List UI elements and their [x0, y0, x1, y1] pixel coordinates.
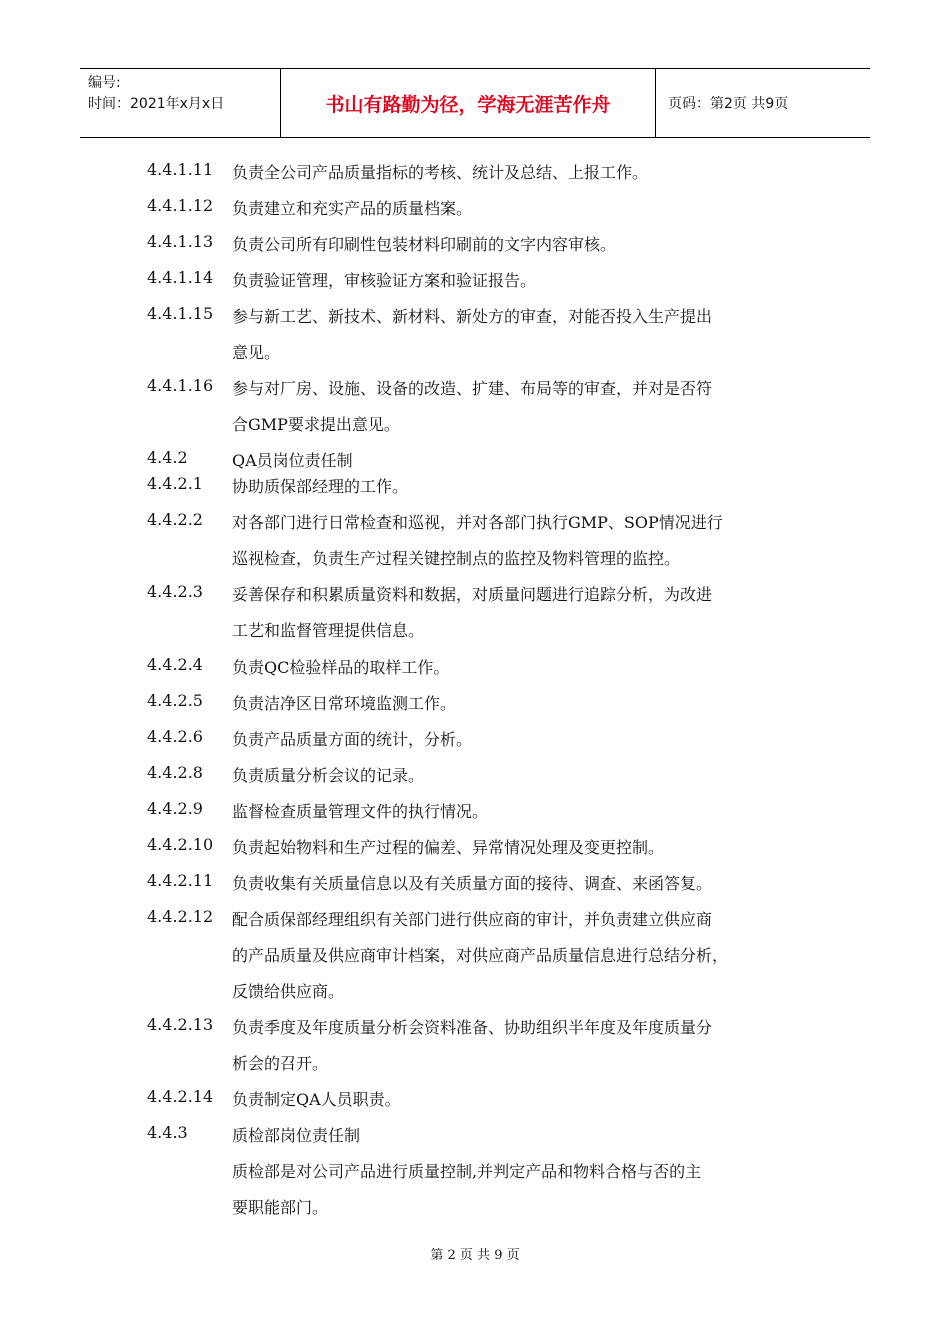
clause-number: 4.4.2.14 [147, 1087, 214, 1106]
clause-text: 负责建立和充实产品的质量档案。 [232, 199, 473, 218]
clause-number: 4.4.2.3 [147, 582, 203, 601]
document-time-label: 时间：2021年x月x日 [88, 96, 225, 112]
clause-text: 负责洁净区日常环境监测工作。 [232, 694, 457, 713]
clause-text: 负责收集有关质量信息以及有关质量方面的接待、调查、来函答复。 [232, 874, 713, 893]
clause-text: 负责全公司产品质量指标的考核、统计及总结、上报工作。 [232, 163, 649, 182]
page-header [80, 68, 870, 138]
clause-text: 负责质量分析会议的记录。 [232, 766, 425, 785]
clause-text: 负责产品质量方面的统计，分析。 [232, 730, 473, 749]
document-code-label: 编号: [88, 75, 121, 91]
clause-text: 质检部是对公司产品进行质量控制,并判定产品和物料合格与否的主 [232, 1162, 702, 1181]
clause-text: 参与新工艺、新技术、新材料、新处方的审查，对能否投入生产提出 [232, 307, 713, 326]
header-slogan: 书山有路勤为径，学海无涯苦作舟 [280, 69, 656, 137]
clause-text: 质检部岗位责任制 [232, 1126, 361, 1145]
clause-text: 配合质保部经理组织有关部门进行供应商的审计，并负责建立供应商 [232, 910, 713, 929]
clause-text: 负责QC检验样品的取样工作。 [232, 658, 450, 677]
clause-text: 的产品质量及供应商审计档案，对供应商产品质量信息进行总结分析， [232, 946, 729, 965]
header-meta [80, 69, 280, 137]
clause-number: 4.4.1.12 [147, 196, 214, 215]
clause-number: 4.4.2.12 [147, 907, 214, 926]
clause-number: 4.4.2.6 [147, 727, 203, 746]
clause-number: 4.4.1.14 [147, 268, 214, 287]
clause-text: 工艺和监督管理提供信息。 [232, 621, 425, 640]
clause-number: 4.4.3 [147, 1123, 188, 1142]
clause-number: 4.4.1.16 [147, 376, 214, 395]
clause-number: 4.4.2.4 [147, 655, 203, 674]
clause-number: 4.4.2 [147, 448, 188, 467]
clause-number: 4.4.2.1 [147, 474, 203, 493]
clause-number: 4.4.2.8 [147, 763, 203, 782]
clause-number: 4.4.2.5 [147, 691, 203, 710]
clause-text: 妥善保存和积累质量资料和数据，对质量问题进行追踪分析，为改进 [232, 585, 713, 604]
clause-number: 4.4.2.13 [147, 1015, 214, 1034]
clause-text: 负责起始物料和生产过程的偏差、异常情况处理及变更控制。 [232, 838, 665, 857]
clause-text: 析会的召开。 [232, 1054, 329, 1073]
clause-text: 负责公司所有印刷性包装材料印刷前的文字内容审核。 [232, 235, 617, 254]
clause-text: 要职能部门。 [232, 1198, 329, 1217]
clause-number: 4.4.2.10 [147, 835, 214, 854]
clause-text: 参与对厂房、设施、设备的改造、扩建、布局等的审查，并对是否符 [232, 379, 713, 398]
clause-number: 4.4.1.13 [147, 232, 214, 251]
clause-text: 监督检查质量管理文件的执行情况。 [232, 802, 489, 821]
clause-number: 4.4.1.11 [147, 160, 214, 179]
clause-number: 4.4.2.2 [147, 510, 203, 529]
header-page-info: 页码：第2页 共9页 [668, 96, 789, 112]
clause-text: 负责季度及年度质量分析会资料准备、协助组织半年度及年度质量分 [232, 1018, 713, 1037]
clause-text: 反馈给供应商。 [232, 982, 345, 1001]
clause-text: 负责验证管理，审核验证方案和验证报告。 [232, 271, 537, 290]
clause-text: QA员岗位责任制 [232, 451, 353, 470]
page-footer: 第 2 页 共 9 页 [430, 1248, 520, 1263]
clause-text: 负责制定QA人员职责。 [232, 1090, 401, 1109]
clause-text: 巡视检查，负责生产过程关键控制点的监控及物料管理的监控。 [232, 549, 681, 568]
clause-text: 协助质保部经理的工作。 [232, 477, 409, 496]
clause-number: 4.4.1.15 [147, 304, 214, 323]
clause-text: 意见。 [232, 343, 281, 362]
clause-text: 对各部门进行日常检查和巡视，并对各部门执行GMP、SOP情况进行 [232, 513, 723, 532]
clause-number: 4.4.2.9 [147, 799, 203, 818]
clause-number: 4.4.2.11 [147, 871, 214, 890]
clause-text: 合GMP要求提出意见。 [232, 415, 400, 434]
